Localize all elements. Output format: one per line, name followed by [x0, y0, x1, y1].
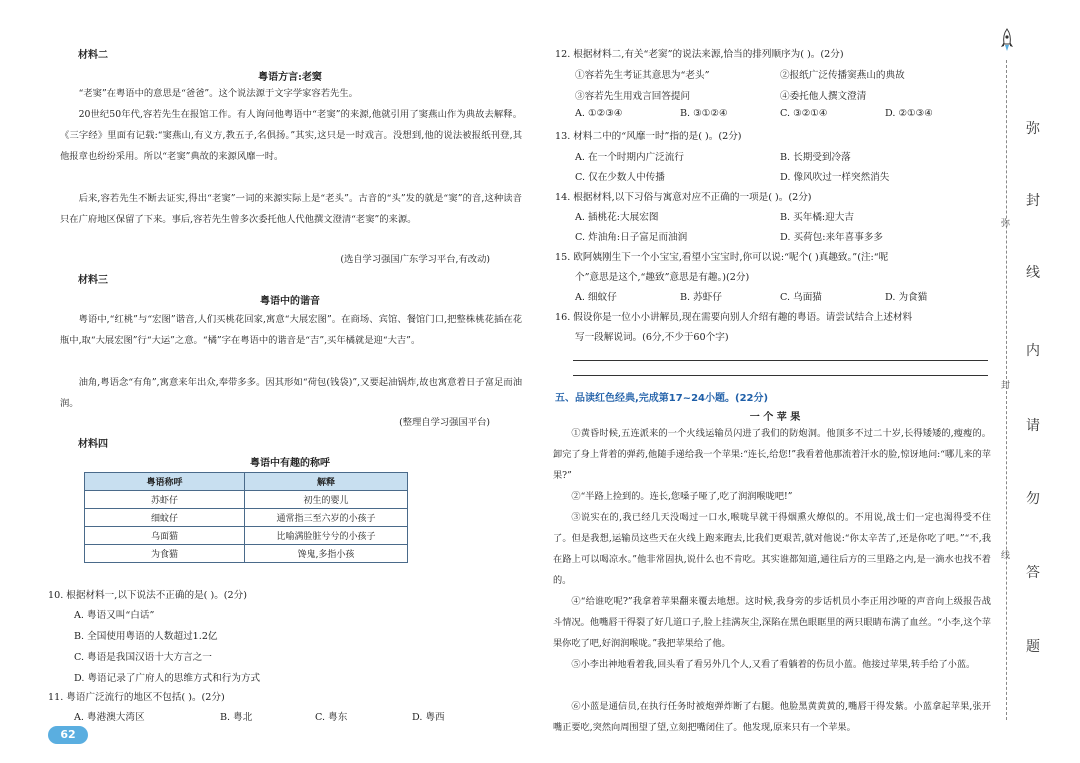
q13-option-c: C. 仅在少数人中传播	[575, 172, 665, 183]
margin-char-1: 弥	[1026, 121, 1040, 137]
binding-mark-3: 线	[1001, 551, 1011, 561]
q12-item-3: ③容若先生用戏言回答提问	[575, 91, 691, 102]
answer-line-1[interactable]	[573, 360, 988, 361]
table-cell: 馋鬼,多指小孩	[245, 545, 408, 563]
q11-option-b: B. 粤北	[220, 712, 253, 723]
table-header-row	[85, 473, 408, 491]
q15-option-b: B. 苏虾仔	[680, 292, 722, 303]
q13-option-b: B. 长期受到冷落	[780, 152, 851, 163]
m3-paragraph-2: 油角,粤语念“有角”,寓意来年出众,奉带多多。因其形如“荷包(钱袋)”,又要起油锅炸,故也寓意着日子富足而油润。	[60, 377, 522, 409]
margin-char-6: 勿	[1026, 491, 1040, 507]
q14-option-a: A. 插桃花:大展宏图	[575, 212, 659, 223]
q15-option-c: C. 乌面猫	[780, 292, 822, 303]
margin-char-7: 答	[1026, 565, 1040, 581]
story-paragraph-2: ②“半路上捡到的。连长,您嗓子哑了,吃了润润喉咙吧!”	[571, 491, 793, 502]
m3-source: (整理自学习强国平台)	[399, 417, 490, 428]
question-12: 12. 根据材料二,有关“老窦”的说法来源,恰当的排列顺序为( )。(2分)	[555, 49, 844, 60]
material-2-label: 材料二	[78, 50, 108, 61]
story-paragraph-3: ③说实在的,我已经几天没喝过一口水,喉咙早就干得烟熏火燎似的。不用说,战士们一定也渴得受不住了。但是我想,运输员这些天在火线上跑来跑去,比我们更艰苦,就对他说:“你太辛苦了,还是你吃了吧。”“不,我在路上可以喝凉水。”他非常固执,说什么也不肯吃。其实谁都知道,通往后方的三里路之内,是一滴水也找不着的。	[553, 512, 991, 586]
margin-char-3: 线	[1026, 265, 1040, 281]
question-15-line-2: 个”意思是这个,“趣致”意思是有趣。)(2分)	[575, 272, 750, 283]
margin-char-8: 题	[1026, 639, 1040, 655]
m2-paragraph-2: 20世纪50年代,容若先生在报馆工作。有人询问他粤语中“老窦”的来源,他就引用了窦燕山作为典故去解释。《三字经》里面有记载:“窦燕山,有义方,教五子,名俱扬。”其实,这只是一时戏言。没想到,他的说法被报纸刊登,其他报章也纷纷采用。所以“老窦”典故的来源风靡一时。	[60, 109, 522, 162]
q12-item-1: ①容若先生考证其意思为“老头”	[575, 70, 710, 81]
material-4-title: 粤语中有趣的称呼	[250, 458, 330, 469]
binding-mark-1: 弥	[1001, 219, 1011, 229]
table-row	[85, 545, 408, 563]
question-11: 11. 粤语广泛流行的地区不包括( )。(2分)	[48, 692, 225, 703]
table-cell: 通常指三至六岁的小孩子	[245, 509, 408, 527]
q11-option-a: A. 粤港澳大湾区	[74, 712, 145, 723]
m2-paragraph-3: 后来,容若先生不断去证实,得出“老窦”一词的来源实际上是“老头”。古音的“头”发的就是“窦”的音,这种读音只在广府地区保留了下来。事后,容若先生曾多次委托他人代他撰文澄清“老窦”的来源。	[60, 193, 522, 225]
page-number: 62	[48, 726, 88, 744]
q10-option-d: D. 粤语记录了广府人的思维方式和行为方式	[74, 673, 261, 684]
q15-option-d: D. 为食猫	[885, 292, 928, 303]
material-3-label: 材料三	[78, 275, 108, 286]
q14-option-b: B. 买年橘:迎大吉	[780, 212, 854, 223]
table-cell: 初生的婴儿	[245, 491, 408, 509]
margin-char-4: 内	[1026, 343, 1040, 359]
story-paragraph-1: ①黄昏时候,五连派来的一个火线运输员闪进了我们的防炮洞。他顶多不过二十岁,长得矮矮的,瘦瘦的。卸完了身上背着的弹药,他随手递给我一个苹果:“连长,给您!”我看着他那流着汗水的脸,惊讶地问:“哪儿来的苹果?”	[553, 428, 991, 481]
margin-char-2: 封	[1026, 193, 1040, 209]
story-paragraph-6: ⑥小蓝是通信员,在执行任务时被炮弹炸断了右腿。他脸黑黄黄黄的,嘴唇干得发紫。小蓝拿起苹果,张开嘴正要吃,突然向周围望了望,立刻把嘴闭住了。他发现,原来只有一个苹果。	[553, 701, 991, 733]
table-header-cell: 解释	[245, 473, 408, 491]
question-13: 13. 材料二中的“风靡一时”指的是( )。(2分)	[555, 131, 742, 142]
table-cell: 细蚊仔	[85, 509, 245, 527]
q10-option-b: B. 全国使用粤语的人数超过1.2亿	[74, 631, 218, 642]
q10-option-c: C. 粤语是我国汉语十大方言之一	[74, 652, 212, 663]
question-15-line-1: 15. 欧阿姨刚生下一个小宝宝,看望小宝宝时,你可以说:“呢个( )真趣致。”(注:“呢	[555, 252, 889, 263]
m2-paragraph-1: “老窦”在粤语中的意思是“爸爸”。这个说法源于文字学家容若先生。	[78, 88, 358, 99]
table-cell: 苏虾仔	[85, 491, 245, 509]
q12-option-a: A. ①②③④	[575, 108, 623, 119]
question-16-line-2: 写一段解说词。(6分,不少于60个字)	[575, 332, 729, 343]
q12-option-c: C. ③②①④	[780, 108, 828, 119]
material-4-label: 材料四	[78, 439, 108, 450]
margin-char-5: 请	[1026, 418, 1040, 434]
story-title: 一 个 苹 果	[749, 412, 801, 423]
q12-option-d: D. ②①③④	[885, 108, 933, 119]
rocket-icon	[1000, 28, 1014, 56]
material-2-title: 粤语方言:老窦	[258, 72, 322, 83]
table-cell: 乌面猫	[85, 527, 245, 545]
material-3-title: 粤语中的谐音	[260, 296, 320, 307]
table-cell: 比喻满脸脏兮兮的小孩子	[245, 527, 408, 545]
question-14: 14. 根据材料,以下习俗与寓意对应不正确的一项是( )。(2分)	[555, 192, 812, 203]
story-paragraph-4: ④“给谁吃呢?”我拿着苹果翻来覆去地想。这时候,我身旁的步话机员小李正用沙哑的声音向上级报告战斗情况。他嘴唇干得裂了好几道口子,脸上挂满灰尘,深陷在黑色眼眶里的两只眼睛布满了血丝。“小李,这个苹果你吃了吧,好润润喉咙。”我把苹果给了他。	[553, 596, 991, 649]
q13-option-a: A. 在一个时期内广泛流行	[575, 152, 684, 163]
q13-option-d: D. 像风吹过一样突然消失	[780, 172, 890, 183]
m2-source: (选自学习强国广东学习平台,有改动)	[340, 254, 490, 265]
question-16-line-1: 16. 假设你是一位小小讲解员,现在需要向别人介绍有趣的粤语。请尝试结合上述材料	[555, 312, 913, 323]
q12-item-4: ④委托他人撰文澄清	[780, 91, 867, 102]
q15-option-a: A. 细蚊仔	[575, 292, 617, 303]
question-10: 10. 根据材料一,以下说法不正确的是( )。(2分)	[48, 590, 247, 601]
table-cell: 为食猫	[85, 545, 245, 563]
table-row	[85, 509, 408, 527]
table-row	[85, 527, 408, 545]
q12-item-2: ②报纸广泛传播窦燕山的典故	[780, 70, 905, 81]
answer-line-2[interactable]	[573, 375, 988, 376]
nickname-table	[84, 472, 408, 563]
q14-option-d: D. 买荷包:来年喜事多多	[780, 232, 884, 243]
section-5-heading: 五、品读红色经典,完成第17~24小题。(22分)	[555, 393, 769, 404]
q11-option-d: D. 粤西	[412, 712, 445, 723]
q10-option-a: A. 粤语又叫“白话”	[74, 610, 155, 621]
q11-option-c: C. 粤东	[315, 712, 348, 723]
q14-option-c: C. 炸油角:日子富足而油润	[575, 232, 688, 243]
table-header-cell: 粤语称呼	[85, 473, 245, 491]
binding-mark-2: 封	[1001, 381, 1011, 391]
story-paragraph-5: ⑤小李出神地看着我,回头看了看另外几个人,又看了看躺着的伤员小蓝。他接过苹果,转手给了小蓝。	[571, 659, 976, 670]
table-row	[85, 491, 408, 509]
m3-paragraph-1: 粤语中,“红桃”与“宏图”谐音,人们买桃花回家,寓意“大展宏图”。在商场、宾馆、餐馆门口,把整株桃花插在花瓶中,取“大展宏图”行“大运”之意。“橘”字在粤语中的谐音是“吉”,买年橘就是迎“大吉”。	[60, 314, 522, 346]
q12-option-b: B. ③①②④	[680, 108, 728, 119]
